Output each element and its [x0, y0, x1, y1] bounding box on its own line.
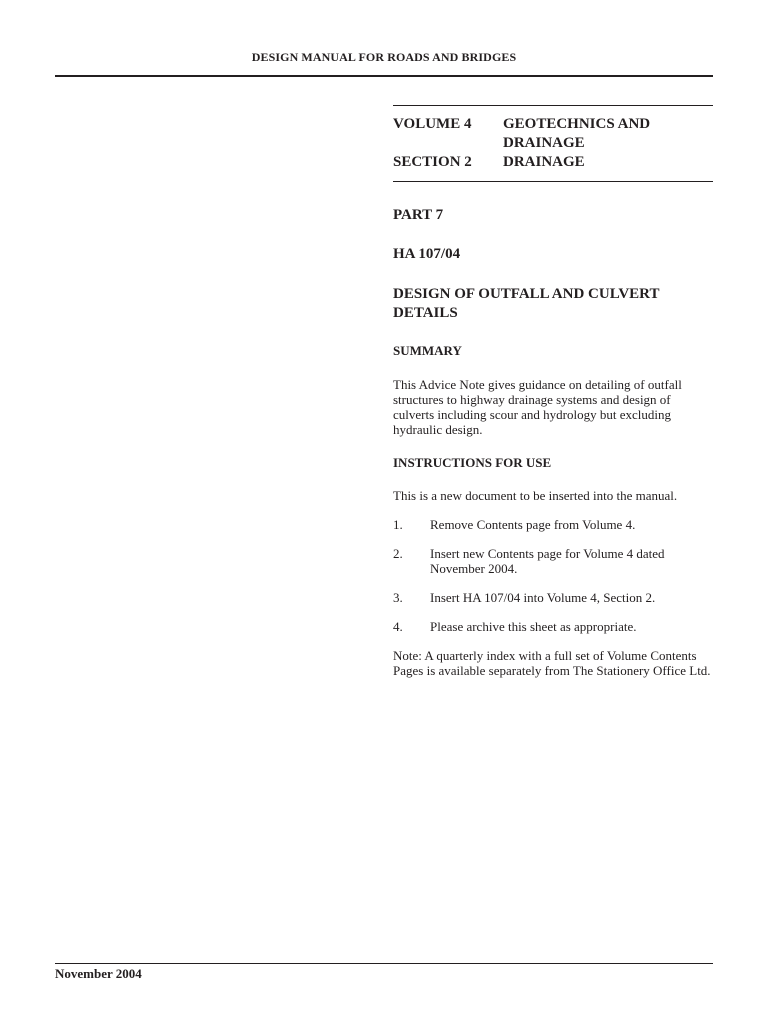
instruction-text: Please archive this sheet as appropriate. [430, 619, 637, 634]
part-label: PART 7 [393, 207, 444, 223]
section-label: SECTION 2 [393, 154, 472, 170]
instruction-number: 4. [393, 619, 403, 634]
section-row [393, 153, 713, 172]
instruction-item [393, 517, 713, 532]
summary-text: This Advice Note gives guidance on detailing of outfall structures to highway drainage systems and design of culverts including scour and hydrology but excluding hydraulic design. [393, 377, 682, 437]
instruction-item [393, 619, 713, 634]
volume-label: VOLUME 4 [393, 116, 472, 132]
instructions-intro: This is a new document to be inserted into the manual. [393, 488, 678, 503]
document-title: DESIGN OF OUTFALL AND CULVERT DETAILS [393, 286, 660, 321]
note-text: Note: A quarterly index with a full set of Volume Contents Pages is available separately from The Stationery Office Ltd. [393, 648, 711, 678]
footer-rule [55, 963, 713, 964]
header-title: DESIGN MANUAL FOR ROADS AND BRIDGES [251, 50, 517, 64]
instruction-text: Insert HA 107/04 into Volume 4, Section 2. [430, 590, 656, 605]
instruction-number: 1. [393, 517, 403, 532]
instruction-number: 2. [393, 546, 403, 561]
volume-title: GEOTECHNICS AND DRAINAGE [503, 116, 651, 151]
volume-block [393, 105, 713, 182]
summary-heading: SUMMARY [393, 343, 462, 358]
instruction-text: Insert new Contents page for Volume 4 dated November 2004. [430, 546, 665, 576]
volume-block-bottom-rule [393, 181, 713, 182]
section-title: DRAINAGE [503, 154, 585, 170]
volume-row [393, 115, 713, 153]
instruction-text: Remove Contents page from Volume 4. [430, 517, 636, 532]
instruction-item [393, 590, 713, 605]
instructions-heading: INSTRUCTIONS FOR USE [393, 455, 552, 470]
instruction-item [393, 546, 713, 576]
instruction-number: 3. [393, 590, 403, 605]
footer-date: November 2004 [55, 966, 142, 981]
header-rule [55, 75, 713, 77]
document-code: HA 107/04 [393, 246, 461, 262]
